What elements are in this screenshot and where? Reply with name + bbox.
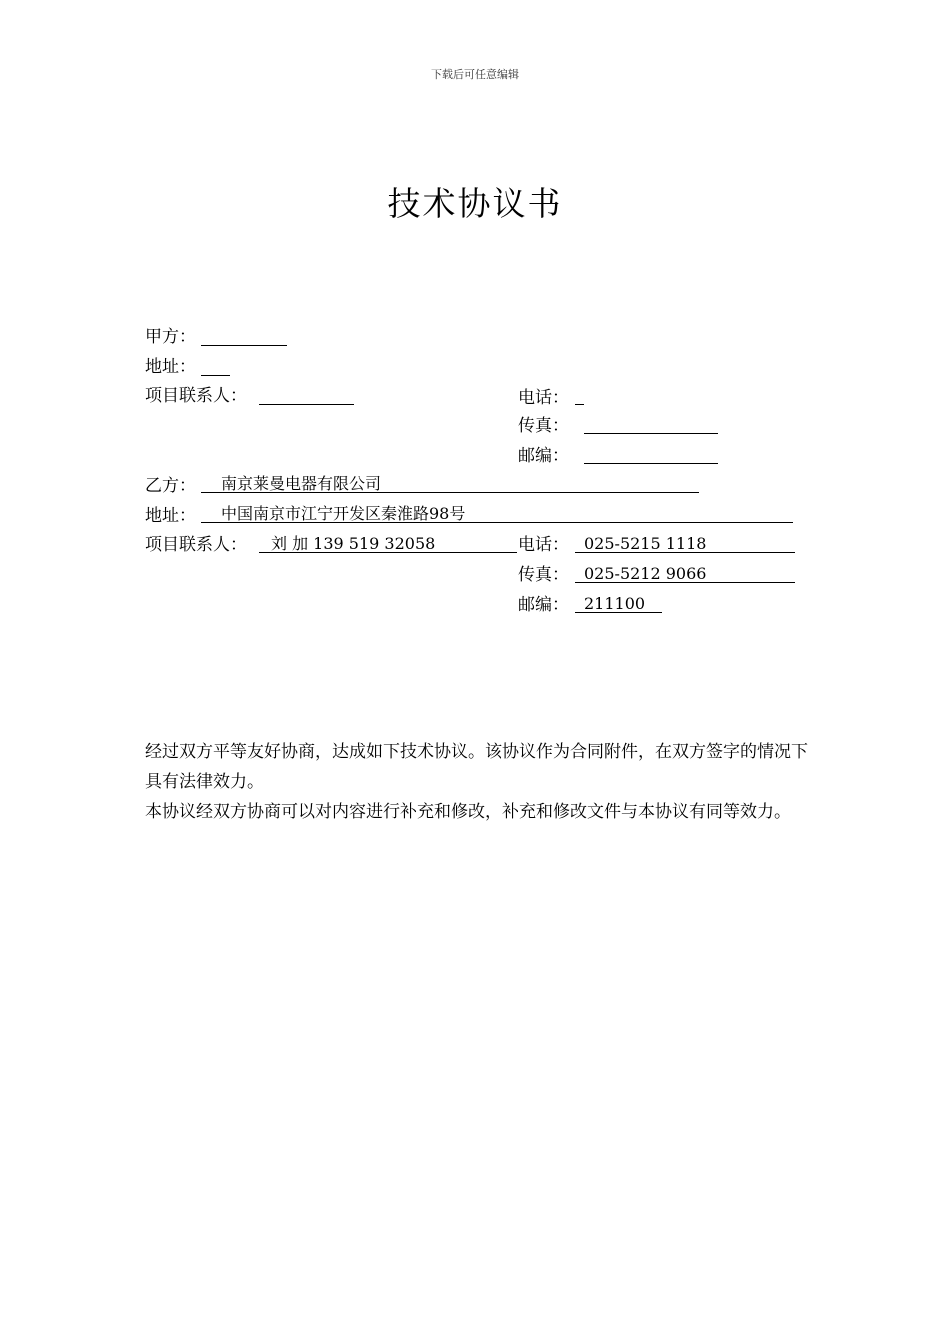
document-title: 技术协议书 (387, 184, 563, 223)
party-a-address-label: 地址： (145, 357, 196, 377)
party-a-phone-field (575, 385, 584, 405)
agreement-body (145, 737, 810, 827)
party-a-fax-label: 传真： (518, 416, 569, 436)
party-a-contact-label: 项目联系人： (145, 386, 247, 406)
party-a-postcode-label: 邮编： (518, 446, 569, 466)
party-b-postcode-label: 邮编： (518, 595, 569, 615)
party-a-label: 甲方： (145, 327, 196, 347)
party-b-contact: 刘 加 139 519 32058 (259, 534, 517, 553)
party-a-contact-field (259, 385, 354, 405)
party-a-fax-field (584, 414, 718, 434)
party-a-postcode-field (584, 444, 718, 464)
party-b-fax: 025-5212 9066 (575, 564, 795, 583)
party-a-phone-label: 电话： (518, 388, 569, 408)
party-b-postcode: 211100 (575, 594, 662, 613)
party-b-name: 南京莱曼电器有限公司 (201, 474, 699, 493)
party-b-address: 中国南京市江宁开发区秦淮路98号 (201, 504, 793, 523)
body-paragraph-2: 本协议经双方协商可以对内容进行补充和修改，补充和修改文件与本协议有同等效力。 (145, 802, 791, 822)
header-note: 下载后可任意编辑 (431, 68, 519, 81)
party-b-contact-label: 项目联系人： (145, 535, 247, 555)
party-b-phone-label: 电话： (518, 535, 569, 555)
party-a-address-field (201, 356, 230, 376)
party-b-address-label: 地址： (145, 506, 196, 526)
party-b-fax-label: 传真： (518, 565, 569, 585)
body-paragraph-1: 经过双方平等友好协商，达成如下技术协议。该协议作为合同附件，在双方签字的情况下具有法律效力。 (145, 742, 808, 792)
party-a-name-field (201, 326, 287, 346)
party-b-phone: 025-5215 1118 (575, 534, 795, 553)
party-b-label: 乙方： (145, 476, 196, 496)
